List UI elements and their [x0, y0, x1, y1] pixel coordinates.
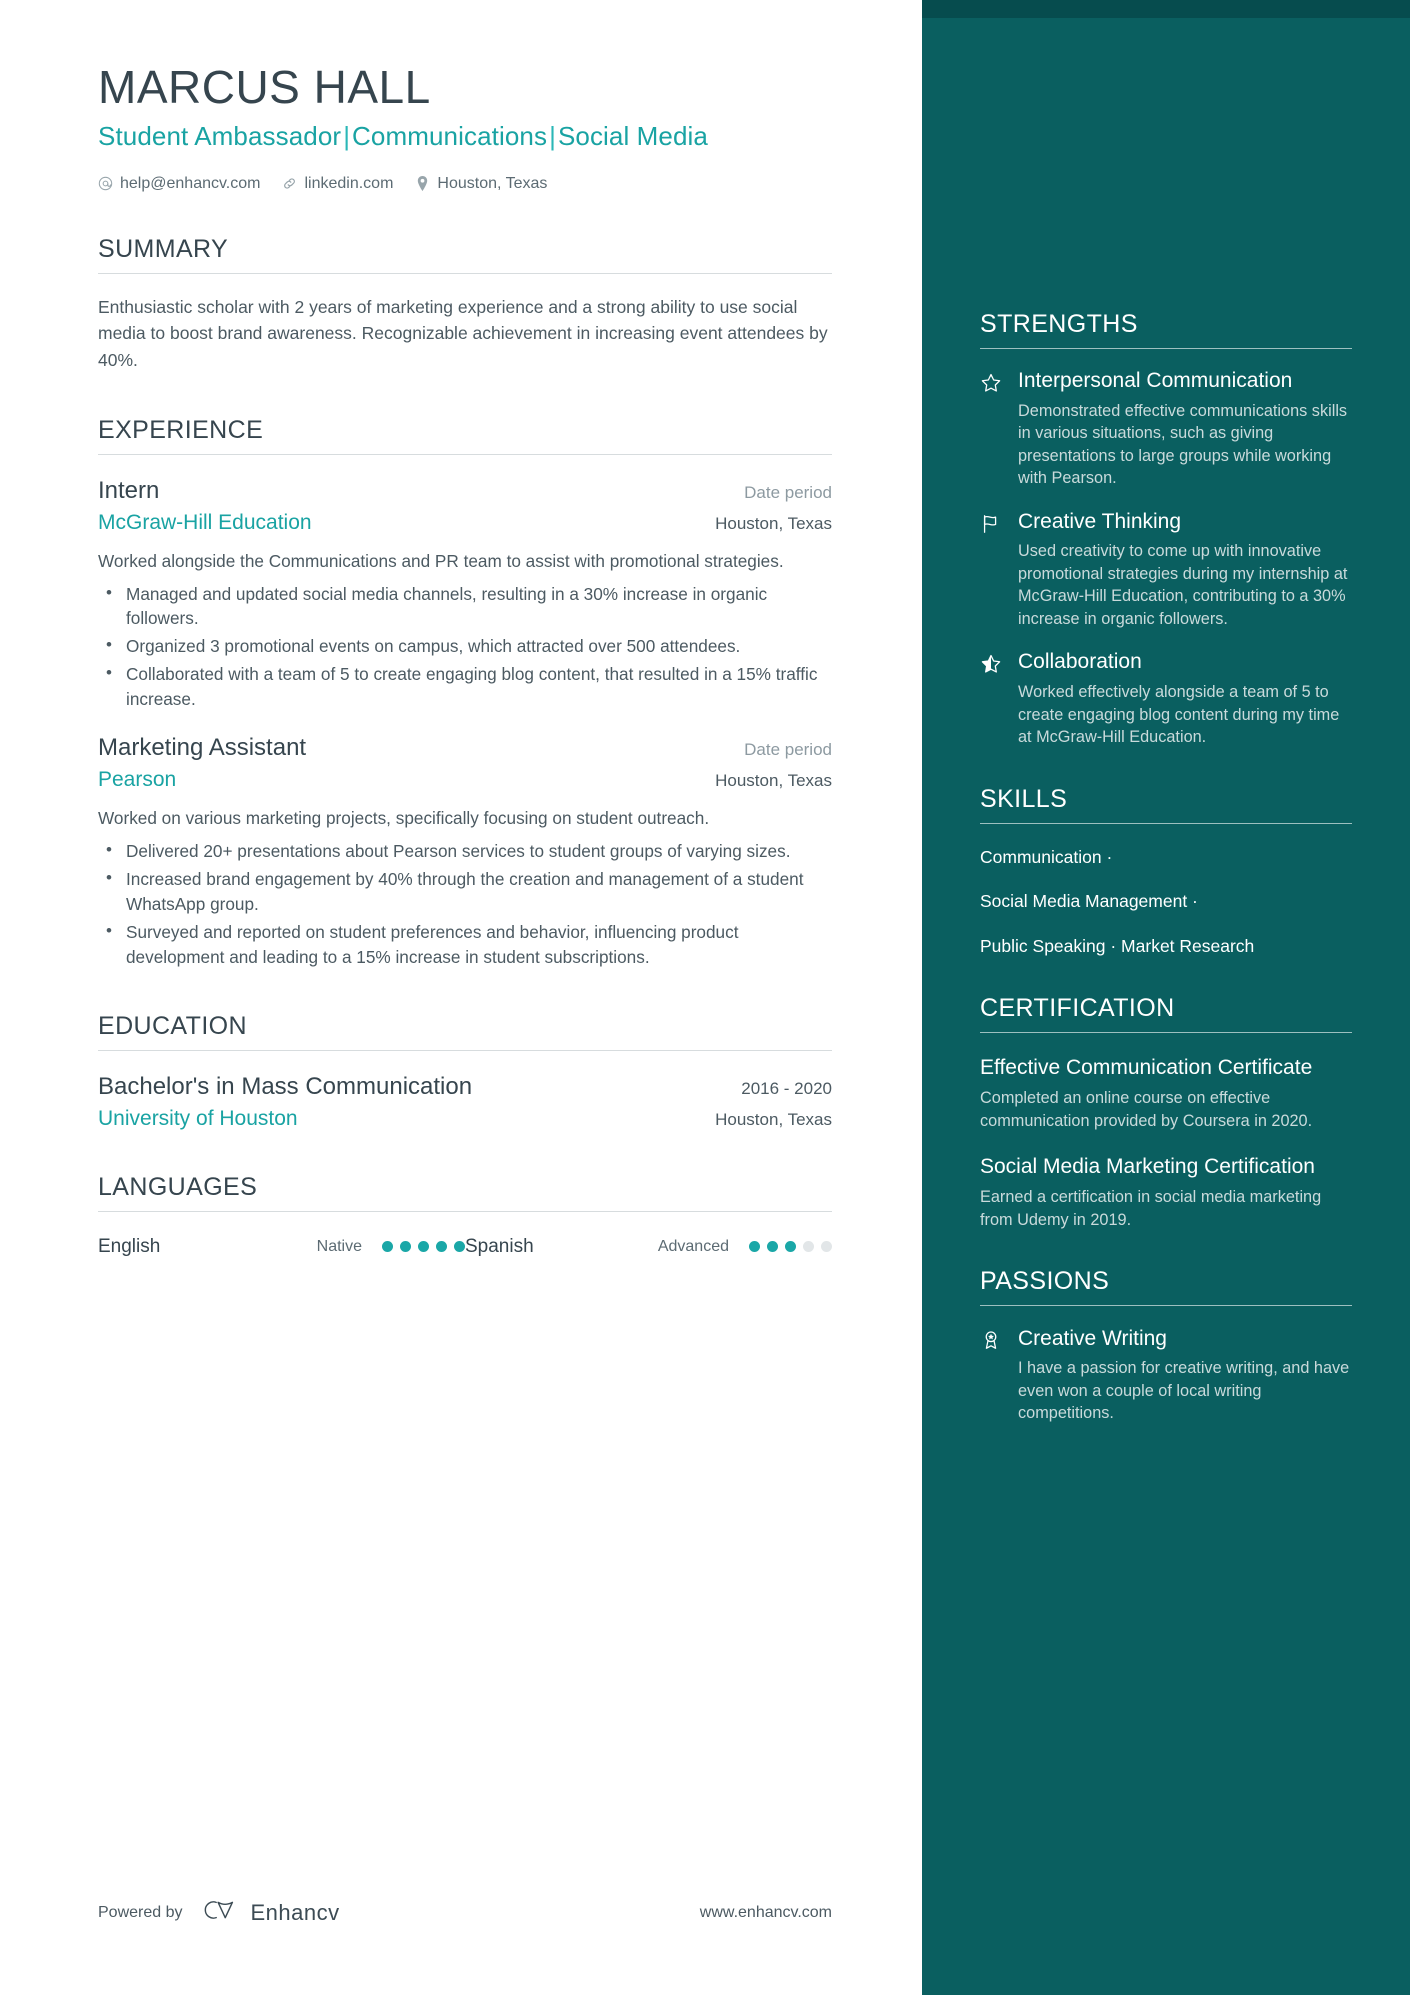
skill-line: Social Media Management ·	[980, 891, 1198, 912]
sidebar-spacer	[980, 1241, 1352, 1267]
job-date: Date period	[744, 482, 832, 502]
rating-dot	[400, 1241, 411, 1252]
job-description: Worked on various marketing projects, specifically focusing on student outreach.	[98, 808, 710, 829]
strength-description: Worked effectively alongside a team of 5 to create engaging blog content during my time at McGraw-Hill Education.	[1018, 683, 1340, 747]
candidate-name: MARCUS HALL	[98, 61, 431, 113]
job-bullet: • Organized 3 promotional events on campus, which attracted over 500 attendees.	[98, 634, 832, 659]
headline-separator-2: |	[549, 120, 556, 151]
skills-divider	[980, 823, 1352, 824]
headline-part-3: Social Media	[557, 120, 708, 151]
strengths-divider	[980, 348, 1352, 349]
page-footer	[98, 1898, 832, 1927]
powered-by-block	[98, 1898, 340, 1927]
summary-heading: SUMMARY	[98, 234, 229, 263]
language-item	[98, 1236, 465, 1258]
strength-item	[980, 369, 1352, 490]
rating-dot	[418, 1241, 429, 1252]
link-icon	[282, 176, 297, 191]
strength-name: Collaboration	[1018, 650, 1142, 674]
rating-dot	[749, 1241, 760, 1252]
education-location: Houston, Texas	[715, 1109, 832, 1129]
candidate-headline	[98, 120, 788, 153]
language-level: Native	[316, 1237, 362, 1255]
rating-dot	[436, 1241, 447, 1252]
experience-item	[98, 477, 832, 713]
section-certification	[980, 994, 1352, 1231]
languages-heading: LANGUAGES	[98, 1172, 258, 1201]
job-bullet-list	[98, 839, 832, 970]
star-outline-icon	[980, 369, 1004, 490]
section-passions	[980, 1267, 1352, 1425]
language-name: English	[98, 1235, 161, 1257]
headline-part-1: Student Ambassador	[98, 120, 342, 151]
at-icon	[98, 176, 113, 191]
education-heading: EDUCATION	[98, 1011, 247, 1040]
job-title: Marketing Assistant	[98, 734, 307, 762]
rating-dot	[454, 1241, 465, 1252]
education-date: 2016 - 2020	[741, 1078, 832, 1098]
job-bullet-list	[98, 582, 832, 713]
strength-description: Demonstrated effective communications skills in various situations, such as giving presentations to large groups while working with Pearson.	[1018, 401, 1348, 488]
passion-body	[1018, 1326, 1352, 1425]
certification-name: Effective Communication Certificate	[980, 1055, 1313, 1079]
sidebar-spacer	[980, 759, 1352, 785]
certification-divider	[980, 1032, 1352, 1033]
passion-description: I have a passion for creative writing, and have even won a couple of local writing competitions.	[1018, 1359, 1350, 1423]
flag-icon	[980, 510, 1004, 631]
contact-bar	[98, 175, 832, 193]
language-rating-dots	[749, 1241, 832, 1252]
language-list	[98, 1236, 832, 1258]
section-languages	[98, 1173, 832, 1258]
location-pin-icon	[415, 176, 430, 191]
strengths-heading: STRENGTHS	[980, 310, 1138, 338]
language-name: Spanish	[465, 1235, 534, 1257]
strength-item	[980, 650, 1352, 748]
rating-dot	[803, 1241, 814, 1252]
job-bullet: • Surveyed and reported on student preferences and behavior, influencing product development and leading to a 15% increase in student subscriptions.	[98, 920, 832, 970]
experience-item-header	[98, 734, 832, 762]
passion-name: Creative Writing	[1018, 1327, 1167, 1351]
strength-name: Interpersonal Communication	[1018, 369, 1293, 392]
experience-item	[98, 734, 832, 970]
certification-description: Completed an online course on effective communication provided by Coursera in 2020.	[980, 1089, 1313, 1130]
language-item	[465, 1236, 832, 1258]
education-divider	[98, 1050, 832, 1051]
skills-heading: SKILLS	[980, 784, 1068, 813]
strength-body	[1018, 369, 1352, 490]
education-degree: Bachelor's in Mass Communication	[98, 1072, 473, 1100]
enhancv-logo-icon	[199, 1898, 241, 1927]
strength-body	[1018, 650, 1352, 748]
skill-line: Communication ·	[980, 846, 1113, 867]
passion-item	[980, 1326, 1352, 1425]
section-strengths	[980, 310, 1352, 749]
education-school: University of Houston	[98, 1106, 298, 1130]
contact-location	[415, 175, 547, 193]
section-skills	[980, 785, 1352, 958]
section-experience	[98, 416, 832, 970]
rating-dot	[767, 1241, 778, 1252]
job-location: Houston, Texas	[715, 513, 832, 533]
certification-heading: CERTIFICATION	[980, 993, 1175, 1022]
education-item-header	[98, 1073, 832, 1101]
job-bullet: • Managed and updated social media channels, resulting in a 30% increase in organic followers.	[98, 582, 832, 632]
experience-item-subheader	[98, 511, 832, 535]
job-company: Pearson	[98, 768, 177, 792]
contact-location-text: Houston, Texas	[437, 174, 548, 192]
education-item-subheader	[98, 1107, 832, 1131]
experience-item-header	[98, 477, 832, 505]
powered-by-label: Powered by	[98, 1903, 183, 1921]
passions-divider	[980, 1305, 1352, 1306]
summary-text: Enthusiastic scholar with 2 years of marketing experience and a strong ability to use social media to boost brand awareness. Recognizable achievement in increasing event attendees by 40%.	[98, 296, 828, 370]
enhancv-wordmark: Enhancv	[250, 1899, 340, 1925]
strength-item	[980, 510, 1352, 631]
star-half-icon	[980, 650, 1004, 748]
contact-linkedin-text: linkedin.com	[304, 174, 394, 192]
rating-dot	[382, 1241, 393, 1252]
experience-divider	[98, 454, 832, 455]
language-rating-dots	[382, 1241, 465, 1252]
job-date: Date period	[744, 740, 832, 760]
job-bullet: • Increased brand engagement by 40% through the creation and management of a student WhatsApp group.	[98, 867, 832, 917]
language-level: Advanced	[657, 1237, 729, 1255]
experience-item-subheader	[98, 768, 832, 792]
strength-body	[1018, 510, 1352, 631]
job-company: McGraw-Hill Education	[98, 510, 312, 534]
experience-heading: EXPERIENCE	[98, 415, 264, 444]
section-summary	[98, 235, 832, 374]
skill-line: Public Speaking · Market Research	[980, 936, 1255, 957]
enhancv-brand	[199, 1898, 340, 1927]
job-location: Houston, Texas	[715, 771, 832, 791]
resume-sidebar	[922, 0, 1410, 1995]
certification-item	[980, 1055, 1352, 1132]
job-bullet: • Delivered 20+ presentations about Pearson services to student groups of varying sizes.	[98, 839, 832, 864]
contact-linkedin[interactable]	[282, 175, 393, 193]
website-url[interactable]: www.enhancv.com	[699, 1903, 832, 1921]
certification-name: Social Media Marketing Certification	[980, 1155, 1315, 1179]
headline-part-2: Communications	[352, 120, 548, 151]
contact-email-text: help@enhancv.com	[120, 174, 261, 192]
section-education	[98, 1012, 832, 1131]
headline-separator-1: |	[343, 120, 351, 151]
job-title: Intern	[98, 476, 160, 504]
education-item	[98, 1073, 832, 1131]
summary-divider	[98, 273, 832, 274]
job-bullet: • Collaborated with a team of 5 to create engaging blog content, that resulted in a 15% traffic increase.	[98, 662, 832, 712]
contact-email[interactable]	[98, 175, 260, 193]
passions-heading: PASSIONS	[980, 1267, 1110, 1296]
page-title	[98, 62, 832, 153]
rating-dot	[785, 1241, 796, 1252]
strength-name: Creative Thinking	[1018, 509, 1182, 533]
languages-divider	[98, 1211, 832, 1212]
award-ribbon-icon	[980, 1326, 1004, 1425]
certification-item	[980, 1154, 1352, 1231]
sidebar-spacer	[980, 968, 1352, 994]
sidebar-top-strip	[922, 0, 1410, 18]
job-description: Worked alongside the Communications and PR team to assist with promotional strategies.	[98, 550, 784, 571]
rating-dot	[821, 1241, 832, 1252]
certification-description: Earned a certification in social media marketing from Udemy in 2019.	[980, 1188, 1322, 1229]
strength-description: Used creativity to come up with innovative promotional strategies during my internship at McGraw-Hill Education, contributing to a 30% increase in organic followers.	[1018, 542, 1348, 628]
